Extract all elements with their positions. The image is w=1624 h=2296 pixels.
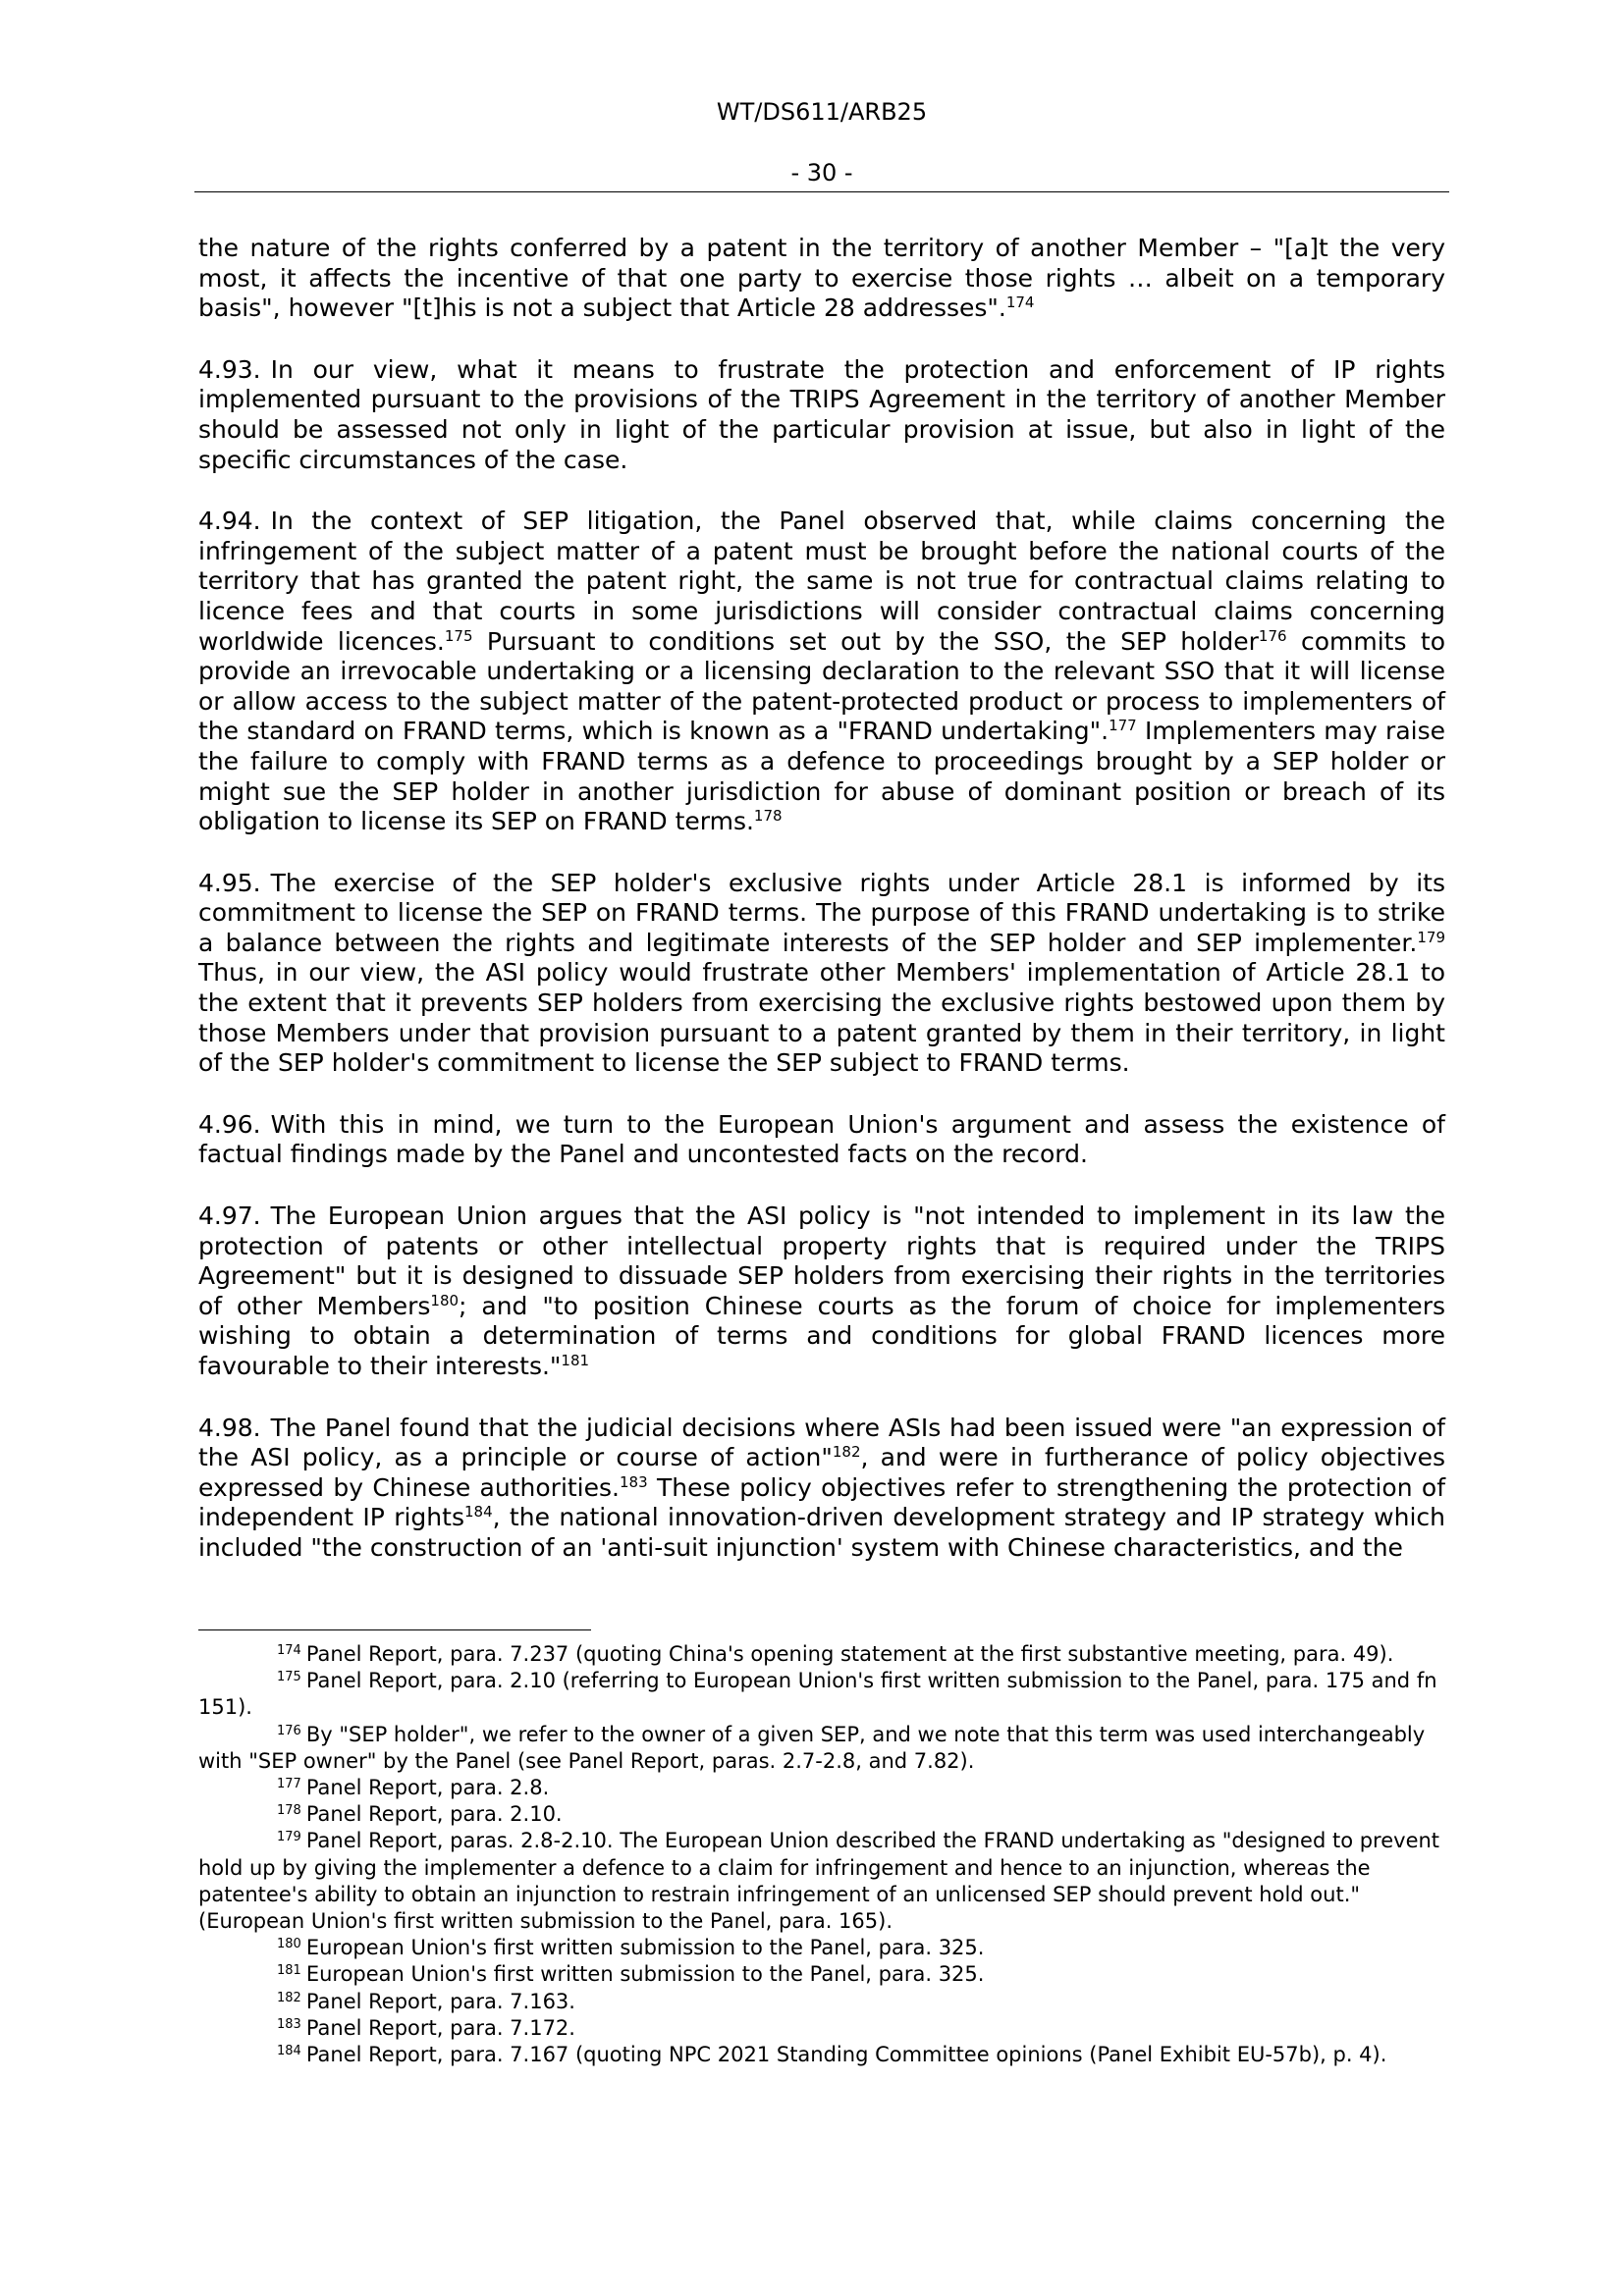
paragraph-text: In our view, what it means to frustrate the protection and enforcement of IP rights implemented pursuant to the provisions of the TRIPS Agreement in the territory of another Member should be assessed not only in light of the particular provision at issue, but also in light of the specific circumstances of the case. [198, 354, 1445, 474]
footnote-text: European Union's first written submission to the Panel, para. 325. [305, 1962, 985, 1987]
footnote-reference: 177 [1109, 717, 1137, 735]
footnote-reference: 176 [1258, 626, 1287, 645]
paragraph-number: 4.97. [198, 1201, 261, 1231]
footnote-number: 177 [277, 1777, 301, 1792]
paragraph-text: the nature of the rights conferred by a patent in the territory of another Member – "[a]t the very most, it affects the incentive of that one party to exercise those rights … albeit on a temporary basis", however "[t]his is not a subject that Article 28 addresses". [198, 234, 1445, 323]
footnote-number: 182 [277, 1990, 301, 2005]
footnote-text: Panel Report, para. 7.163. [305, 1989, 575, 2013]
paragraph-text: These policy objectives refer to strengthening the protection of independent IP rights [198, 1472, 1445, 1532]
paragraph-text: The exercise of the SEP holder's exclusive rights under Article 28.1 is informed by its commitment to license the SEP on FRAND terms. The purpose of this FRAND undertaking is to strike a balance between the rights and legitimate interests of the SEP holder and SEP implementer. [198, 868, 1445, 957]
main-text [198, 234, 1445, 1595]
footnote-text: Panel Report, para. 2.10 (referring to European Union's first written submission to the Panel, para. 175 and fn 151). [198, 1669, 1437, 1720]
footnote-number: 181 [277, 1963, 301, 1979]
footnote [198, 1989, 1445, 2015]
footnote-number: 183 [277, 2016, 301, 2032]
footnote [198, 2042, 1445, 2068]
footnote [198, 1801, 1445, 1828]
paragraph-number: 4.98. [198, 1413, 261, 1442]
paragraph-text: With this in mind, we turn to the European Union's argument and assess the existence of factual findings made by the Panel and uncontested facts on the record. [198, 1109, 1445, 1169]
paragraph-number: 4.96. [198, 1109, 261, 1139]
footnote-text: Panel Report, para. 2.10. [305, 1802, 563, 1827]
footnote [198, 1935, 1445, 1961]
footnote-number: 180 [277, 1937, 301, 1952]
paragraph-number: 4.93. [198, 354, 261, 384]
paragraph [198, 1201, 1445, 1382]
footnote-text: Panel Report, para. 2.8. [305, 1776, 550, 1800]
footnote-reference: 174 [1005, 294, 1035, 312]
footnote-number: 184 [277, 2044, 301, 2059]
footnote [198, 1775, 1445, 1801]
footnote-number: 176 [277, 1723, 301, 1738]
paragraph-text: Implementers may raise the failure to comply with FRAND terms as a defence to proceedings brought by a SEP holder or might sue the SEP holder in another jurisdiction for abuse of dominant position or breach of its obligation to license its SEP on FRAND terms. [198, 717, 1445, 836]
footnote-reference: 183 [620, 1472, 648, 1491]
paragraph-number: 4.95. [198, 868, 261, 897]
footnote-reference: 178 [753, 807, 783, 826]
footnote-reference: 181 [561, 1352, 590, 1369]
footnote-number: 175 [277, 1670, 301, 1685]
footnote-reference: 182 [832, 1443, 861, 1462]
footnote-reference: 184 [463, 1503, 493, 1522]
footnote-text: By "SEP holder", we refer to the owner of a given SEP, and we note that this term was used interchangeably with "SEP owner" by the Panel (see Panel Report, paras. 2.7-2.8, and 7.82). [198, 1722, 1426, 1773]
paragraph-number: 4.94. [198, 507, 261, 536]
footnote-reference: 179 [1417, 928, 1445, 946]
footnote-divider [198, 1629, 591, 1630]
paragraph-text: ; and "to position Chinese courts as the forum of choice for implementers wishing to obtain a determination of terms and conditions for global FRAND licences more favourable to their interests." [198, 1291, 1445, 1380]
paragraph [198, 507, 1445, 837]
paragraph [198, 1110, 1445, 1170]
paragraph [198, 869, 1445, 1079]
document-symbol: WT/DS611/ARB25 [716, 98, 928, 126]
paragraph-text: commits to provide an irrevocable undertaking or a licensing declaration to the relevant SSO that it will license or allow access to the subject matter of the patent-protected product or process to implementers of the standard on FRAND terms, which is known as a "FRAND undertaking". [198, 626, 1446, 746]
footnote-reference: 175 [444, 626, 473, 645]
header-divider [194, 191, 1449, 192]
paragraph-text: In the context of SEP litigation, the Panel observed that, while claims concerning the infringement of the subject matter of a patent must be brought before the national courts of the territory that has granted the patent right, the same is not true for contractual claims relating to licence fees and that courts in some jurisdictions will consider contractual claims concerning worldwide licences. [198, 507, 1445, 656]
footnote-text: European Union's first written submission to the Panel, para. 325. [305, 1936, 985, 1960]
footnote [198, 1722, 1445, 1775]
page-header [194, 94, 1449, 190]
footnote [198, 1828, 1445, 1935]
paragraph [198, 355, 1445, 475]
footnote-number: 178 [277, 1803, 301, 1819]
footnote-text: Panel Report, para. 7.237 (quoting China's opening statement at the first substantive meeting, para. 49). [305, 1642, 1394, 1666]
paragraph-text: The Panel found that the judicial decisions where ASIs had been issued were "an expression of the ASI policy, as a principle or course of action" [198, 1413, 1445, 1472]
footnote-number: 179 [277, 1830, 301, 1845]
footnote [198, 1668, 1445, 1721]
footnote-number: 174 [277, 1643, 301, 1658]
paragraph-text: , the national innovation-driven development strategy and IP strategy which included "the construction of an 'anti-suit injunction' system with Chinese characteristics, and the [198, 1503, 1446, 1562]
footnote [198, 1961, 1445, 1988]
paragraph [198, 1414, 1445, 1564]
footnote-text: Panel Report, para. 7.167 (quoting NPC 2021 Standing Committee opinions (Panel Exhibit EU-57b), p. 4). [305, 2043, 1387, 2067]
page-number: - 30 - [790, 159, 853, 187]
paragraph [198, 234, 1445, 324]
footnotes-section [198, 1641, 1445, 2068]
footnote-text: Panel Report, para. 7.172. [305, 2015, 575, 2040]
paragraph-text: , and were in furtherance of policy objectives expressed by Chinese authorities. [198, 1443, 1445, 1502]
footnote [198, 2015, 1445, 2042]
footnote-reference: 180 [430, 1291, 460, 1309]
footnote-text: Panel Report, paras. 2.8-2.10. The European Union described the FRAND undertaking as "designed to prevent hold up by giving the implementer a defence to a claim for infringement and hence to an injunction, whereas the patentee's ability to obtain an injunction to restrain infringement of an unlicensed SEP should prevent hold out." (European Union's first written submission to the Panel, para. 165). [198, 1829, 1440, 1934]
paragraph-text: Thus, in our view, the ASI policy would frustrate other Members' implementation of Article 28.1 to the extent that it prevents SEP holders from exercising the exclusive rights bestowed upon them by those Members under that provision pursuant to a patent granted by them in their territory, in light of the SEP holder's commitment to license the SEP subject to FRAND terms. [198, 958, 1445, 1078]
paragraph-text: The European Union argues that the ASI policy is "not intended to implement in its law the protection of patents or other intellectual property rights that is required under the TRIPS Agreement" but it is designed to dissuade SEP holders from exercising their rights in the territories of other Members [198, 1201, 1445, 1320]
paragraph-text: Pursuant to conditions set out by the SSO, the SEP holder [472, 626, 1259, 656]
footnote [198, 1641, 1445, 1668]
